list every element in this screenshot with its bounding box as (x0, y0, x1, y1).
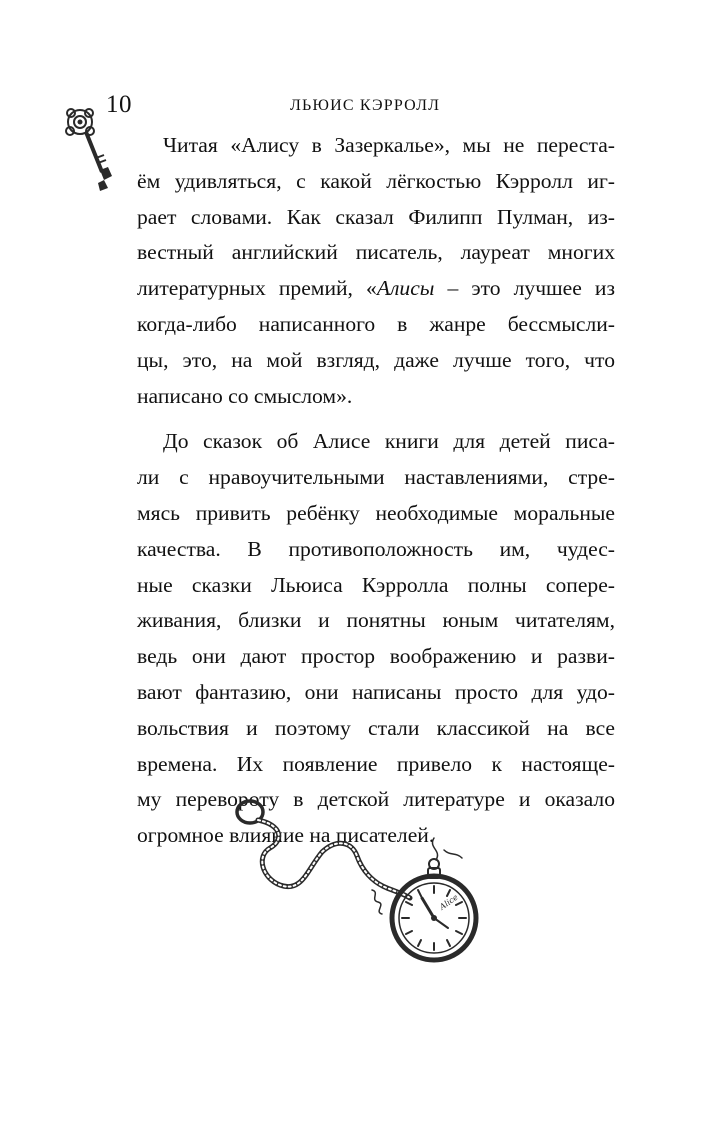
text-line: огромное влияние на писателей. (137, 823, 435, 848)
text-line: ли с нравоучительными наставлениями, стре- (137, 465, 615, 490)
text-line: живания, близки и понятны юным читателям, (137, 608, 615, 633)
text-line: ные сказки Льюиса Кэрролла полны сопере- (137, 572, 615, 597)
text-line: когда-либо написанного в жанре бессмысли- (137, 311, 615, 336)
running-head: ЛЬЮИС КЭРРОЛЛ (290, 97, 441, 114)
text-line: До сказок об Алисе книги для детей писа- (163, 429, 615, 454)
text-line: вестный английский писатель, лауреат многих (137, 240, 615, 265)
text-segment: – это лучшее из (434, 276, 615, 301)
text-line: времена. Их появление привело к настояще- (137, 751, 615, 776)
body-text (137, 128, 615, 854)
text-line: му перевороту в детской литературе и оказало (137, 787, 615, 812)
watch-face-label: Alice (437, 892, 460, 912)
text-line: качества. В противоположность им, чудес- (137, 536, 615, 561)
text-line: цы, это, на мой взгляд, даже лучше того, что (137, 347, 615, 372)
text-line: ём удивляться, с какой лёгкостью Кэрролл иг- (137, 168, 615, 193)
text-line: написано со смыслом». (137, 383, 353, 408)
text-line: вольствия и поэтому стали классикой на все (137, 715, 615, 740)
text-line: рает словами. Как сказал Филипп Пулман, из- (137, 204, 615, 229)
text-line: мясь привить ребёнку необходимые моральные (137, 500, 615, 525)
pocket-watch-icon (222, 790, 482, 970)
italic-title: Алисы (376, 276, 435, 301)
text-line: Читая «Алису в Зазеркалье», мы не переста- (163, 133, 615, 157)
text-line: ведь они дают простор воображению и разви- (137, 644, 615, 669)
text-line: вают фантазию, они написаны просто для удо- (137, 679, 615, 704)
page-number: 10 (106, 91, 132, 118)
text-line (137, 271, 615, 307)
text-segment: литературных премий, « (137, 276, 377, 301)
